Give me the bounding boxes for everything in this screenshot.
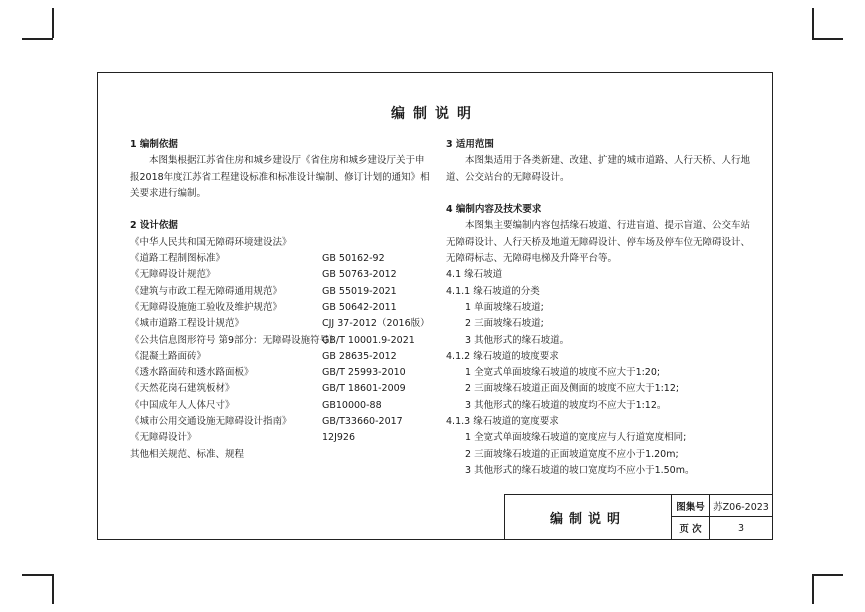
section-4-paragraph: 本图集主要编制内容包括缘石坡道、行进盲道、提示盲道、公交车站无障碍设计、人行天桥及地道无障碍设计、停车场及停车位无障碍设计、无障碍标志、无障碍电梯及升降平台等。: [446, 220, 751, 265]
requirement-item: 2 三面坡缘石坡道的正面坡道宽度不应小于1.20m;: [465, 448, 679, 460]
subsection-heading: 4.1.3 缘石坡道的宽度要求: [446, 416, 559, 428]
page-title: 编制说明: [391, 106, 479, 122]
standard-name: 《道路工程制图标准》: [130, 253, 226, 265]
standard-code: GB 50763-2012: [322, 269, 397, 281]
standard-row: [130, 414, 430, 430]
right-column: [446, 137, 756, 479]
standard-name: 《城市公用交通设施无障碍设计指南》: [130, 416, 292, 428]
atlas-number-value: 苏Z06-2023: [710, 495, 772, 517]
standard-row: [130, 447, 430, 463]
standard-name: 《无障碍设施施工验收及维护规范》: [130, 301, 283, 313]
title-block: [504, 494, 773, 540]
standard-name: 《混凝土路面砖》: [130, 350, 207, 362]
standard-name: 《公共信息图形符号 第9部分：无障碍设施符号》: [130, 334, 339, 346]
left-column: [130, 137, 430, 463]
standard-code: CJJ 37-2012（2016版）: [322, 318, 430, 330]
standard-name: 《建筑与市政工程无障碍通用规范》: [130, 285, 283, 297]
atlas-number-label: 图集号: [672, 495, 710, 517]
section-3-heading: 3 适用范围: [446, 139, 494, 150]
requirement-item: 1 全宽式单面坡缘石坡道的宽度应与人行道宽度相同;: [465, 432, 687, 444]
standard-row: [130, 430, 430, 446]
standard-row: [130, 300, 430, 316]
standard-code: GB/T33660-2017: [322, 416, 403, 428]
requirement-item: 1 全宽式单面坡缘石坡道的坡度不应大于1:20;: [465, 367, 661, 379]
standard-row: [130, 284, 430, 300]
standard-code: GB/T 25993-2010: [322, 367, 406, 379]
standard-code: GB 55019-2021: [322, 285, 397, 297]
requirement-item: 2 三面坡缘石坡道正面及侧面的坡度不应大于1:12;: [465, 383, 680, 395]
title-block-main: 编制说明: [505, 495, 672, 539]
section-3-paragraph: 本图集适用于各类新建、改建、扩建的城市道路、人行天桥、人行地道、公交站台的无障碍设计。: [446, 155, 751, 183]
subsection-heading: 4.1 缘石坡道: [446, 269, 503, 281]
section-1-heading: 1 编制依据: [130, 139, 178, 150]
standard-name: 《无障碍设计》: [130, 432, 197, 444]
subsection-heading: 4.1.1 缘石坡道的分类: [446, 285, 540, 297]
drawing-sheet: [97, 72, 773, 540]
standard-code: GB 50642-2011: [322, 301, 397, 313]
crop-mark-bl-h: [22, 574, 53, 576]
requirement-item: 3 其他形式的缘石坡道的坡度均不应大于1:12。: [465, 399, 667, 411]
standard-code: GB/T 18601-2009: [322, 383, 406, 395]
standard-row: [130, 349, 430, 365]
requirement-item: 1 单面坡缘石坡道;: [465, 301, 544, 313]
standard-row: [130, 267, 430, 283]
crop-mark-tr-h: [812, 38, 843, 40]
crop-mark-br-h: [812, 574, 843, 576]
standard-name: 《无障碍设计规范》: [130, 269, 216, 281]
crop-mark-tr-v: [812, 8, 814, 38]
standard-row: [130, 398, 430, 414]
page-number-label: 页 次: [672, 517, 710, 539]
standards-list: [130, 235, 430, 463]
standard-row: [130, 251, 430, 267]
standard-row: [130, 235, 430, 251]
crop-mark-br-v: [812, 574, 814, 604]
standard-code: 12J926: [322, 432, 356, 444]
standard-code: GB 50162-92: [322, 253, 385, 265]
crop-mark-bl-v: [52, 574, 54, 604]
section-2-heading: 2 设计依据: [130, 220, 178, 232]
standard-name: 《中华人民共和国无障碍环境建设法》: [130, 236, 292, 248]
standard-code: GB10000-88: [322, 399, 382, 411]
standard-name: 《中国成年人人体尺寸》: [130, 399, 235, 411]
standard-name: 其他相关规范、标准、规程: [130, 448, 245, 460]
standard-row: [130, 333, 430, 349]
standard-row: [130, 365, 430, 381]
standard-name: 《天然花岗石建筑板材》: [130, 383, 235, 395]
standard-code: GB 28635-2012: [322, 350, 397, 362]
requirements-list: [446, 267, 756, 479]
title-block-grid: [672, 495, 772, 539]
standard-name: 《城市道路工程设计规范》: [130, 318, 245, 330]
crop-mark-tl-v: [52, 8, 54, 38]
standard-code: GB/T 10001.9-2021: [322, 334, 415, 346]
crop-mark-tl-h: [22, 38, 53, 40]
subsection-heading: 4.1.2 缘石坡道的坡度要求: [446, 350, 559, 362]
section-4-heading: 4 编制内容及技术要求: [446, 204, 542, 216]
standard-row: [130, 316, 430, 332]
standard-name: 《透水路面砖和透水路面板》: [130, 367, 254, 379]
standard-row: [130, 381, 430, 397]
requirement-item: 3 其他形式的缘石坡道的坡口宽度均不应小于1.50m。: [465, 464, 695, 476]
page-number-value: 3: [737, 522, 745, 534]
requirement-item: 2 三面坡缘石坡道;: [465, 318, 544, 330]
requirement-item: 3 其他形式的缘石坡道。: [465, 334, 570, 346]
section-1-paragraph: 本图集根据江苏省住房和城乡建设厅《省住房和城乡建设厅关于申报2018年度江苏省工程建设标准和标准设计编制、修订计划的通知》相关要求进行编制。: [130, 155, 430, 199]
